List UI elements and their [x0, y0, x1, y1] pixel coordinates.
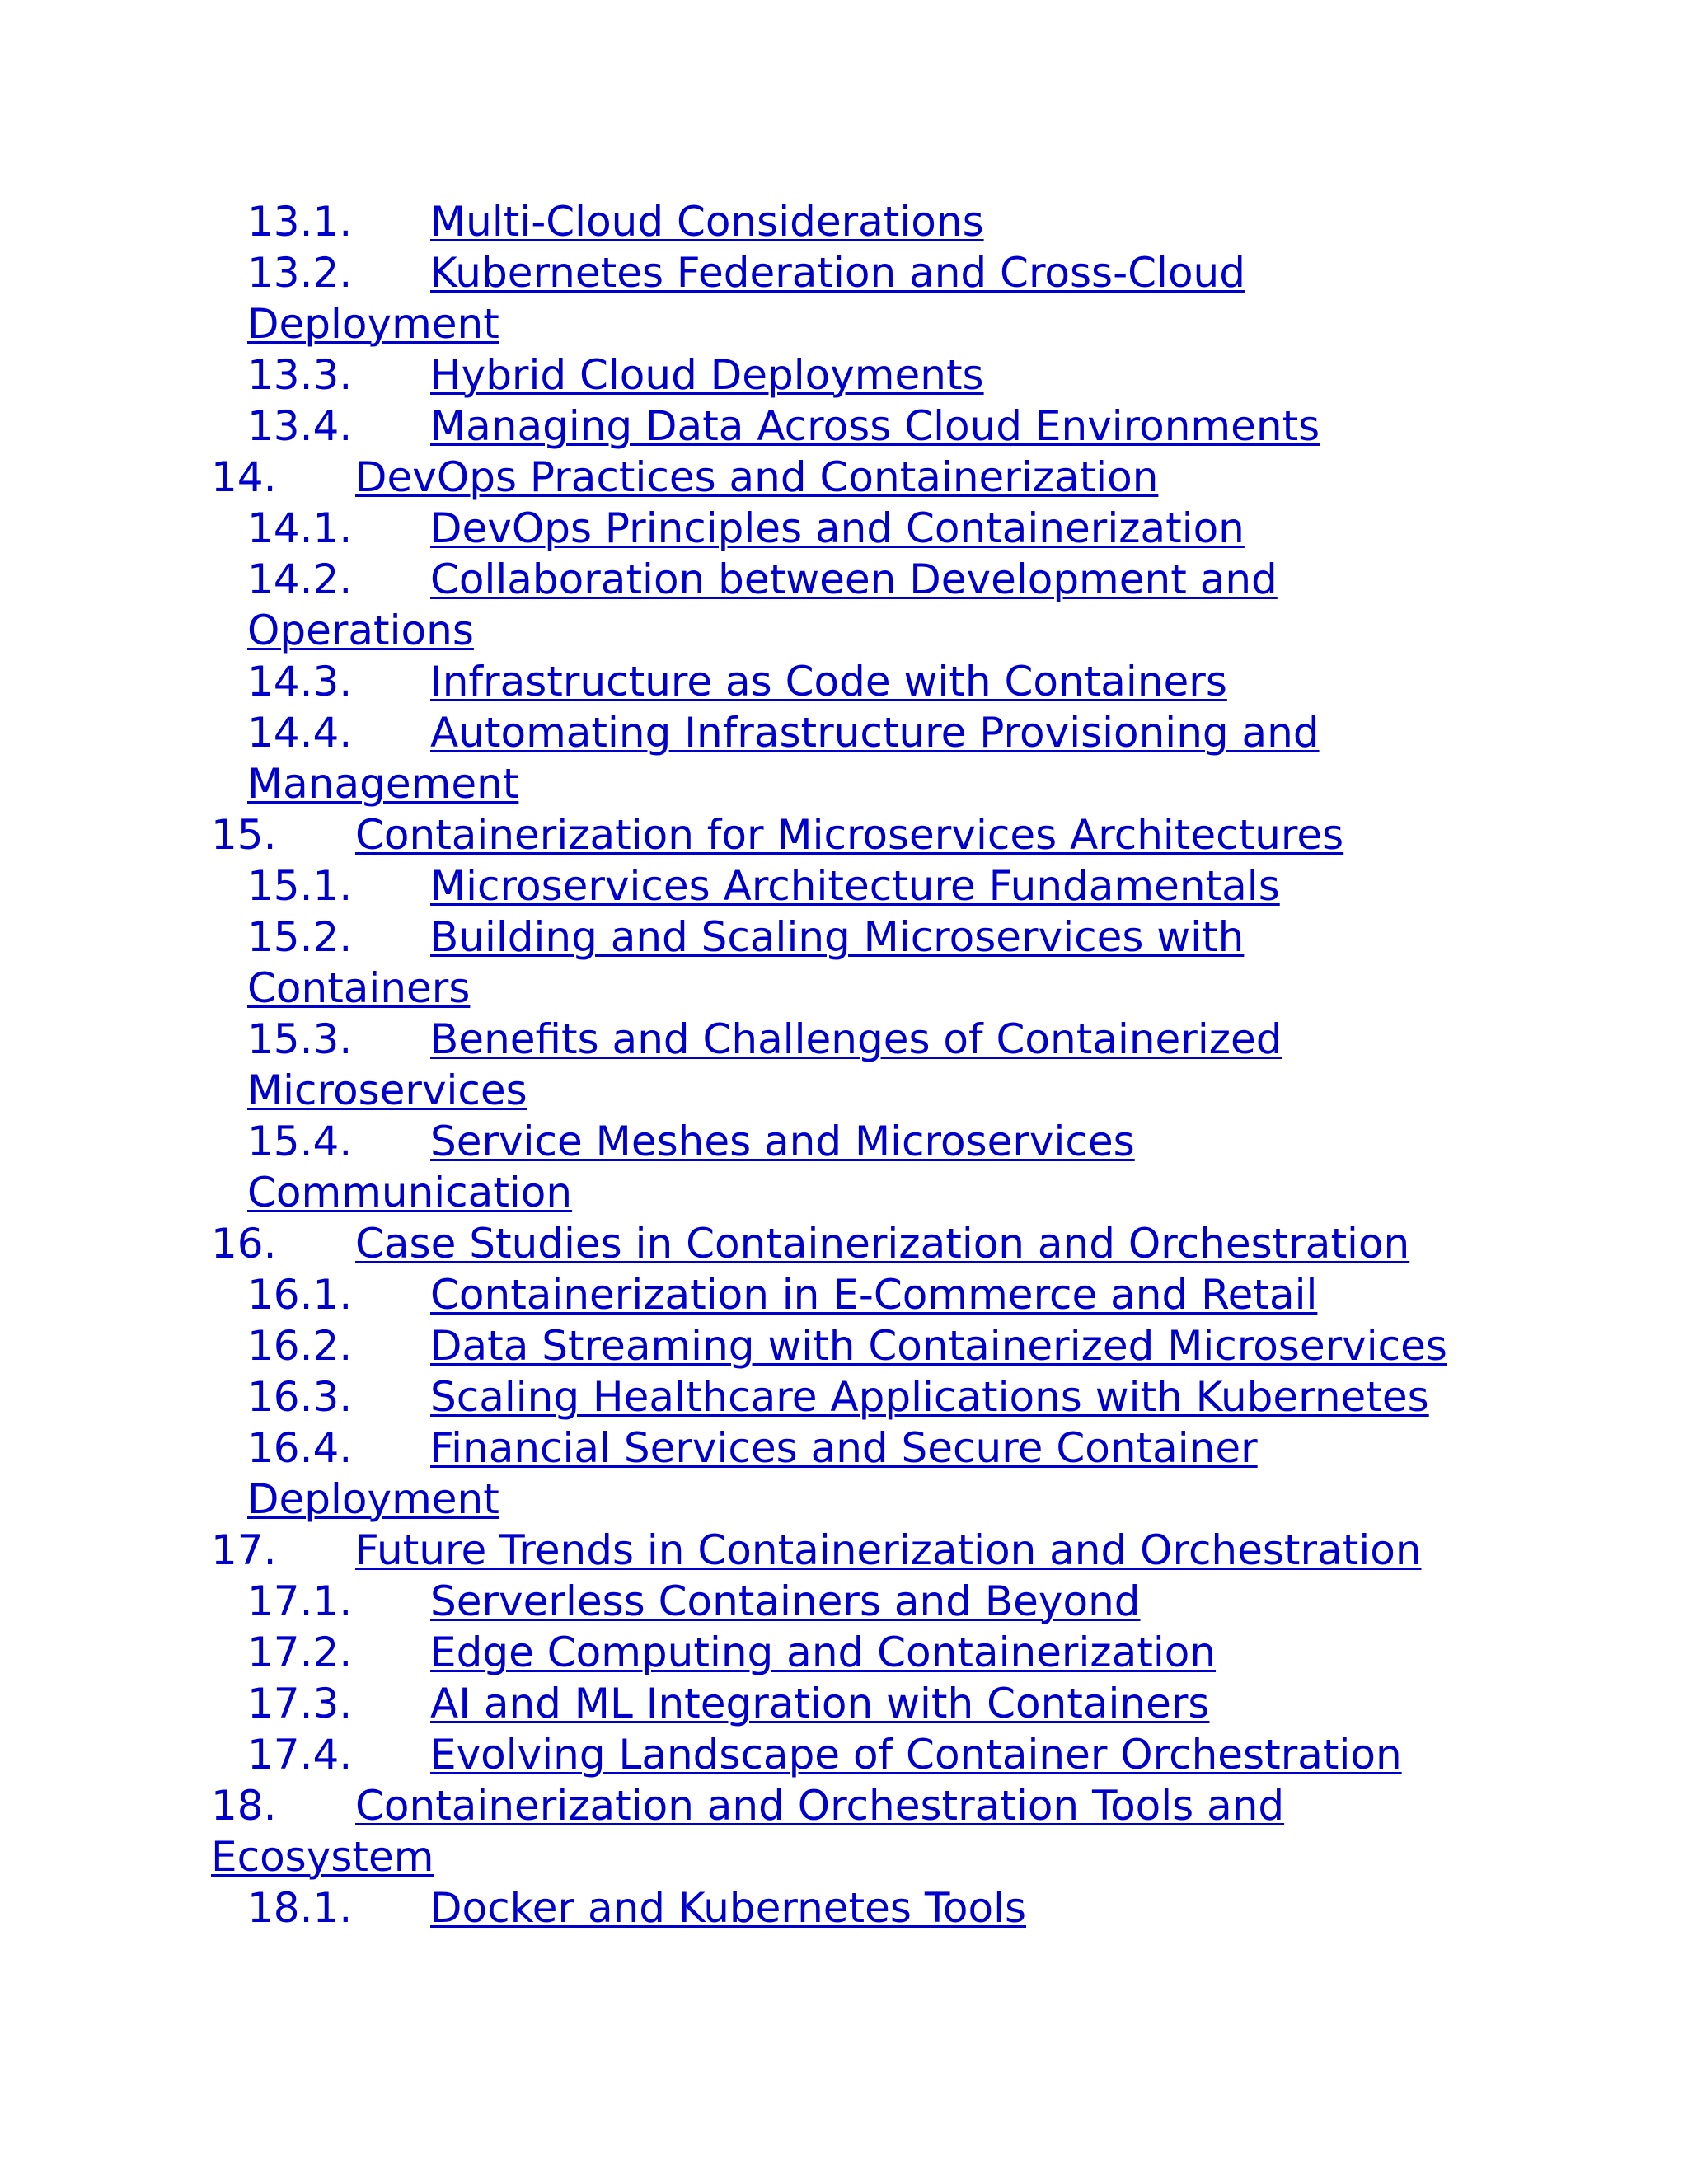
toc-entry-title: Managing Data Across Cloud Environments — [430, 402, 1320, 450]
toc-entry-14-1[interactable] — [247, 503, 1480, 554]
toc-entry-title: Multi-Cloud Considerations — [430, 198, 984, 246]
toc-entry-title: AI and ML Integration with Containers — [430, 1680, 1210, 1727]
toc-entry-17-4[interactable] — [247, 1729, 1480, 1780]
toc-entry-title: Automating Infrastructure Provisioning and Management — [247, 709, 1320, 808]
toc-entry-15[interactable] — [211, 809, 1480, 860]
toc-entry-16[interactable] — [211, 1218, 1480, 1269]
toc-entry-title: Future Trends in Containerization and Orchestration — [355, 1526, 1422, 1574]
toc-entry-16-4[interactable] — [247, 1422, 1451, 1525]
toc-entry-15-3[interactable] — [247, 1014, 1451, 1116]
toc-entry-17-1[interactable] — [247, 1576, 1480, 1627]
toc-entry-title: Containerization in E-Commerce and Retail — [430, 1271, 1318, 1319]
table-of-contents — [211, 196, 1480, 1933]
toc-entry-18[interactable] — [211, 1780, 1299, 1882]
toc-entry-15-4[interactable] — [247, 1116, 1418, 1218]
toc-entry-title: Serverless Containers and Beyond — [430, 1577, 1141, 1625]
toc-entry-number: 18. — [211, 1782, 277, 1830]
toc-entry-number: 14.3. — [247, 658, 353, 705]
toc-entry-14[interactable] — [211, 452, 1480, 503]
toc-entry-number: 16.4. — [247, 1424, 353, 1472]
toc-entry-title: DevOps Practices and Containerization — [355, 453, 1159, 501]
toc-entry-title: Containerization for Microservices Architectures — [355, 811, 1344, 859]
toc-entry-title: Benefits and Challenges of Containerized Microservices — [247, 1015, 1282, 1114]
toc-entry-number: 17. — [211, 1526, 277, 1574]
toc-entry-title: Microservices Architecture Fundamentals — [430, 862, 1280, 910]
toc-entry-13-3[interactable] — [247, 349, 1480, 401]
toc-entry-14-2[interactable] — [247, 554, 1451, 656]
toc-entry-title: Edge Computing and Containerization — [430, 1629, 1217, 1676]
toc-entry-title: Infrastructure as Code with Containers — [430, 658, 1227, 705]
toc-entry-number: 15.4. — [247, 1118, 353, 1165]
toc-entry-title: Docker and Kubernetes Tools — [430, 1884, 1027, 1932]
toc-entry-number: 17.3. — [247, 1680, 353, 1727]
toc-entry-title: Evolving Landscape of Container Orchestration — [430, 1731, 1402, 1779]
toc-entry-title: DevOps Principles and Containerization — [430, 504, 1245, 552]
toc-entry-13-1[interactable] — [247, 196, 1480, 247]
toc-entry-number: 16.2. — [247, 1322, 353, 1370]
toc-entry-16-1[interactable] — [247, 1269, 1480, 1320]
toc-entry-number: 13.3. — [247, 351, 353, 399]
toc-entry-number: 13.2. — [247, 249, 353, 297]
toc-entry-18-1[interactable] — [247, 1882, 1480, 1933]
toc-entry-title: Collaboration between Development and Operations — [247, 555, 1278, 654]
toc-entry-number: 13.1. — [247, 198, 353, 246]
toc-entry-number: 14. — [211, 453, 277, 501]
toc-entry-number: 16.1. — [247, 1271, 353, 1319]
toc-entry-number: 14.1. — [247, 504, 353, 552]
toc-entry-17-2[interactable] — [247, 1627, 1480, 1678]
toc-entry-title: Kubernetes Federation and Cross-Cloud Deployment — [247, 249, 1245, 348]
toc-entry-13-4[interactable] — [247, 401, 1480, 452]
toc-entry-title: Financial Services and Secure Container Deployment — [247, 1424, 1258, 1523]
toc-entry-title: Scaling Healthcare Applications with Kubernetes — [430, 1373, 1429, 1421]
toc-entry-number: 17.1. — [247, 1577, 353, 1625]
toc-entry-17-3[interactable] — [247, 1678, 1480, 1729]
toc-entry-16-3[interactable] — [247, 1371, 1480, 1422]
toc-entry-15-1[interactable] — [247, 860, 1480, 912]
toc-entry-title: Hybrid Cloud Deployments — [430, 351, 984, 399]
toc-entry-title: Case Studies in Containerization and Orchestration — [355, 1220, 1410, 1268]
toc-entry-14-4[interactable] — [247, 707, 1451, 809]
toc-entry-14-3[interactable] — [247, 656, 1480, 707]
toc-entry-number: 17.4. — [247, 1731, 353, 1779]
toc-entry-title: Service Meshes and Microservices Communication — [247, 1118, 1135, 1216]
toc-entry-number: 14.4. — [247, 709, 353, 757]
toc-entry-number: 14.2. — [247, 555, 353, 603]
toc-entry-17[interactable] — [211, 1525, 1480, 1576]
toc-entry-number: 15.1. — [247, 862, 353, 910]
toc-entry-number: 16.3. — [247, 1373, 353, 1421]
toc-entry-title: Data Streaming with Containerized Microservices — [430, 1322, 1447, 1370]
toc-entry-number: 13.4. — [247, 402, 353, 450]
toc-entry-15-2[interactable] — [247, 912, 1451, 1014]
toc-entry-number: 18.1. — [247, 1884, 353, 1932]
toc-entry-number: 15.2. — [247, 913, 353, 961]
toc-entry-number: 15.3. — [247, 1015, 353, 1063]
toc-entry-16-2[interactable] — [247, 1320, 1480, 1371]
toc-entry-title: Building and Scaling Microservices with Containers — [247, 913, 1245, 1012]
toc-entry-13-2[interactable] — [247, 247, 1451, 349]
toc-entry-number: 17.2. — [247, 1629, 353, 1676]
toc-entry-title: Containerization and Orchestration Tools and Ecosystem — [211, 1782, 1285, 1881]
toc-entry-number: 16. — [211, 1220, 277, 1268]
toc-entry-number: 15. — [211, 811, 277, 859]
